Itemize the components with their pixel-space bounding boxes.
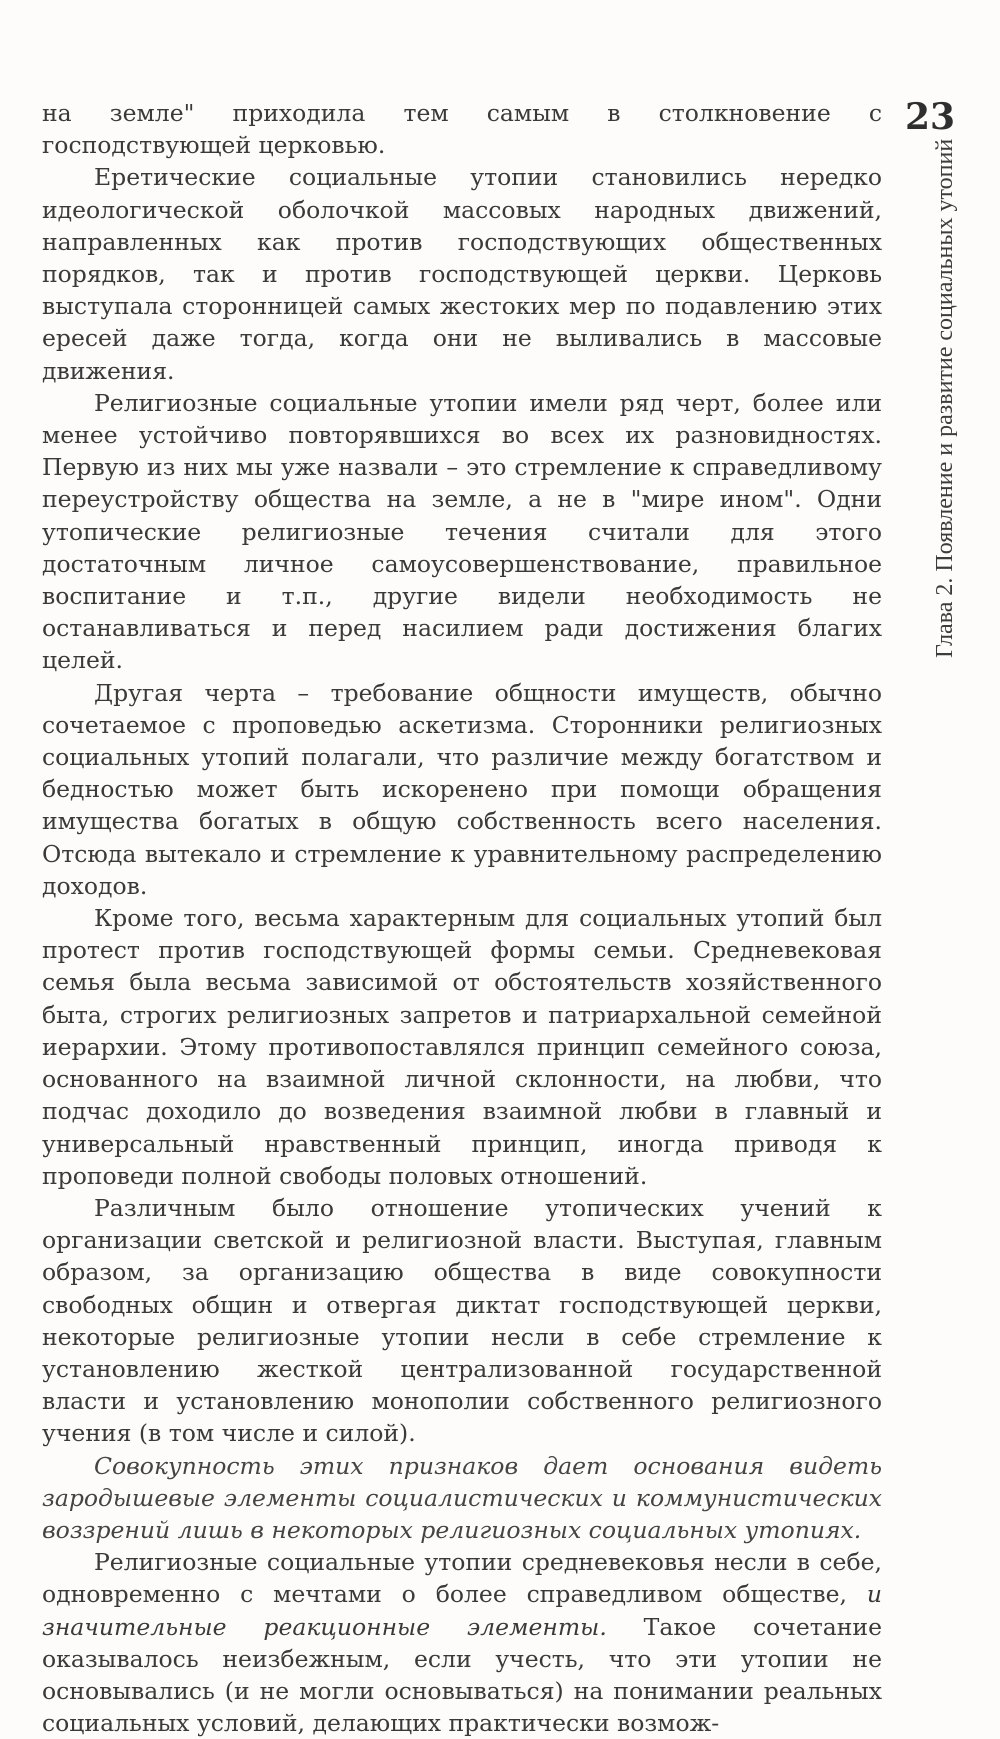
paragraph-reactionary-elements — [42, 1546, 882, 1739]
paragraph-heretical-utopias: Еретические социальные утопии становились нередко идеологической оболочкой массовых народных движений, направленных как против господствующих общественных порядков, так и против господствующей церкви. Церковь выступала сторонницей самых жестоких мер по подавлению этих ересей даже тогда, когда они не выливались в массовые движения. — [42, 163, 882, 385]
paragraph-common-property: Другая черта – требование общности имуществ, обычно сочетаемое с проповедью аскетизма. Сторонники религиозных социальных утопий полагали, что различие между богатством и бедностью может быть искоренено при помощи обращения имущества богатых в общую собственность всего населения. Отсюда вытекало и стремление к уравнительному распределению доходов. — [42, 678, 882, 900]
paragraph-text-before: Религиозные социальные утопии средневековья несли в себе, одновременно с мечтами о более справедливом обществе, — [42, 1548, 882, 1609]
paragraph-text-after: Такое сочетание оказывалось неизбежным, если учесть, что эти утопии не основывались (и не могли основываться) на понимании реальных социальных условий, делающих практически возмож- — [42, 1612, 882, 1738]
paragraph-continuation: на земле" приходила тем самым в столкновение с господствующей церковью. — [42, 99, 882, 160]
running-head: Глава 2. Появление и развитие социальных утопий — [932, 138, 958, 658]
body-text — [42, 97, 882, 1739]
paragraph-religious-utopia-traits: Религиозные социальные утопии имели ряд черт, более или менее устойчиво повторявшихся во всех их разновидностях. Первую из них мы уже назвали – это стремление к справедливому переустройству общества на земле, а не в "мире ином". Одни утопические религиозные течения считали для этого достаточным личное самоусовершенствование, правильное воспитание и т.п., другие видели необходимость не останавливаться и перед насилием ради достижения благих целей. — [42, 388, 882, 675]
paragraph-italic-conclusion: Совокупность этих признаков дает основания видеть зародышевые элементы социалистических и коммунистических воззрений лишь в некоторых религиозных социальных утопиях. — [42, 1451, 882, 1544]
page-number: 23 — [904, 96, 956, 138]
paragraph-family-protest: Кроме того, весьма характерным для социальных утопий был протест против господствующей формы семьи. Средневековая семья была весьма зависимой от обстоятельств хозяйственного быта, строгих религиозных запретов и патриархальной семейной иерархии. Этому противопоставлялся принцип семейного союза, основанного на взаимной личной склонности, на любви, что подчас доходило до возведения взаимной любви в главный и универсальный нравственный принцип, иногда приводя к проповеди полной свободы половых отношений. — [42, 904, 882, 1190]
paragraph-power-organization: Различным было отношение утопических учений к организации светской и религиозной власти. Выступая, главным образом, за организацию общества в виде совокупности свободных общин и отвергая диктат господствующей церкви, некоторые религиозные утопии несли в себе стремление к установлению жесткой централизованной государственной власти и установлению монополии собственного религиозного учения (в том числе и силой). — [42, 1193, 882, 1448]
paragraph-italic-phrase: и значительные реакционные элементы. — [42, 1580, 882, 1641]
